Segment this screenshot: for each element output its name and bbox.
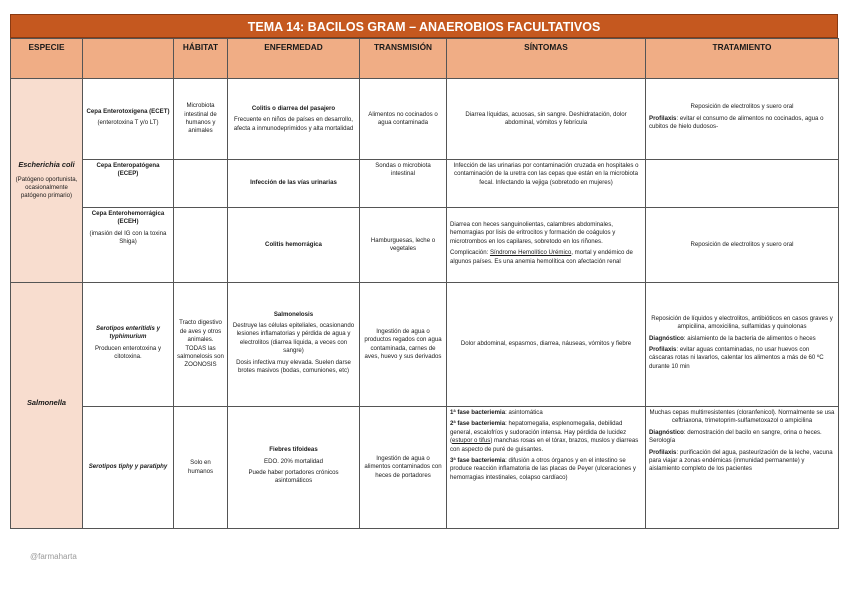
header-habitat: HÁBITAT [174,39,228,79]
prophylaxis-label: Profilaxis [649,448,677,456]
prophylaxis-line [649,346,835,371]
diagnosis-label: Diagnóstico [649,334,684,342]
symptoms-cell: Infección de las urinarias por contaminación cruzada en hospitales o contaminación de la uretra con las cepas que están en la microbiota fecal. Infectando la vejiga (sobretodo en mujeres) [447,160,646,208]
strain-etec [83,79,174,160]
strain-name: Cepa Enteropatógena (ECEP) [96,162,160,178]
page-title: TEMA 14: BACILOS GRAM – ANAEROBIOS FACULTATIVOS [10,14,838,38]
treatment-cell [646,79,839,160]
bacteria-table [10,38,839,529]
phase-2-underlined: estupor o tifus [452,437,491,445]
symptoms-cell: Diarrea líquidas, acuosas, sin sangre. Deshidratación, dolor abdominal, vómitos y febrícula [447,79,646,160]
treatment-cell [646,407,839,529]
strain-typhi [83,407,174,529]
transmission-cell: Sondas o microbiota intestinal [360,160,447,208]
disease-text: Destruye las células epiteliales, ocasionando lesiones inflamatorias y pérdida de agua y electrolitos (diarrea líquida, a veces con sangre) [232,321,355,355]
species-salmonella [11,283,83,529]
header-sintomas: SÍNTOMAS [447,39,646,79]
table-row [11,208,839,283]
phase-2-label: 2ª fase bacteriemia [450,420,506,428]
strain-sub: Producen enterotoxina y citotoxina. [94,344,162,360]
disease-text: EDO. 20% mortalidad [264,457,323,465]
phase-2-rest: ) manchas rosas en el tórax, brazos, muslos y diarreas con aspecto de puré de guisantes. [450,437,639,453]
diagnosis-label: Diagnóstico [649,428,684,436]
species-name: Escherichia coli [18,160,75,170]
habitat-cell: Tracto digestivo de aves y otros animales. TODAS las salmonelosis son ZOONOSIS [174,283,228,407]
symptoms-cell: Dolor abdominal, espasmos, diarrea, náuseas, vómitos y fiebre [447,283,646,407]
prophylaxis-text: : evitar aguas contaminadas, no usar huevos con cáscaras rotas ni lavarlos, calentar los alimentos a más de 60 ºC durante 10 min [649,346,824,370]
complication-syndrome: Síndrome Hemolítico Urémico [489,249,572,257]
author-watermark: @farmaharta [30,552,77,561]
header-enfermedad: ENFERMEDAD [228,39,360,79]
treatment-main: Muchas cepas multirresistentes (cloranfenicol). Normalmente se usa ceftriaxona, trimetoprim-sulfametoxazol o ampicilina [649,409,835,425]
prophylaxis-line [649,449,835,474]
disease-title: Colitis hemorrágica [265,240,322,248]
phase-3-label: 3ª fase bacteriemia [450,457,506,465]
strain-name: Serotipos enteritidis y typhimurium [96,324,160,341]
habitat-cell [174,208,228,283]
header-tratamiento: TRATAMIENTO [646,39,839,79]
header-blank [83,39,174,79]
symptoms-cell [447,407,646,529]
strain-name: Serotipos tiphy y paratiphy [88,463,168,471]
header-transmision: TRANSMISIÓN [360,39,447,79]
header-row [11,39,839,79]
summary-sheet [10,14,838,529]
disease-text: Dosis infectiva muy elevada. Suelen darse brotes masivos (bodas, comuniones, etc) [236,358,351,375]
diagnosis-text: : demostración del bacilo en sangre, orina o heces. Serología [649,428,822,445]
strain-enteritidis [83,283,174,407]
treatment-cell [646,160,839,208]
habitat-cell: Solo en humanos [174,407,228,529]
species-note: (Patógeno oportunista, ocasionalmente patógeno primario) [15,175,78,200]
species-ecoli [11,79,83,283]
diagnosis-line [649,429,835,446]
disease-title: Infección de las vías urinarias [250,179,337,187]
prophylaxis-line [649,115,835,132]
habitat-cell: Microbiota intestinal de humanos y animales [174,79,228,160]
strain-name: Cepa Enterotoxígena (ECET) [86,107,170,115]
prophylaxis-text: : evitar el consumo de alimentos no cocinados, agua o cubitos de hielo dudosos- [649,114,824,131]
disease-text: Frecuente en niños de países en desarrollo, afecta a inmunodeprimidos y alta mortalidad [233,116,354,132]
table-row [11,160,839,208]
table-row [11,79,839,160]
prophylaxis-text: : purificación del agua, pasteurización de la leche, vacuna para viajar a zonas endémicas (inmunidad permanente) y aislamiento completo de los pacientes [649,448,833,473]
symptoms-cell [447,208,646,283]
disease-text: Puede haber portadores crónicos asintomáticos [248,469,339,485]
transmission-cell: Alimentos no cocinados o agua contaminada [360,79,447,160]
complication-text [450,249,642,266]
treatment-cell [646,283,839,407]
table-row [11,407,839,529]
phase-2 [450,420,642,454]
symptoms-text: Diarrea con heces sanguinolientas, calambres abdominales, hemorragias por lisis de eritrocitos y formación de coágulos y microtrombos en los capilares, sobretodo en los riñones. [450,220,616,245]
disease-title: Salmonelosis [273,310,314,318]
strain-name: Cepa Enterohemorrágica (ECEH) [91,210,165,226]
treatment-main: Reposición de líquidos y electrolitos, antibióticos en casos graves y ampicilina, amoxicilina, sulfamidas y quinolonas [651,314,833,331]
disease-title: Colitis o diarrea del pasajero [251,104,336,112]
diagnosis-text: : aislamiento de la bacteria de alimentos o heces [683,334,816,342]
disease-cell [228,407,360,529]
prophylaxis-label: Profilaxis [649,346,677,353]
disease-cell [228,283,360,407]
strain-ehec [83,208,174,283]
species-name: Salmonella [26,397,67,407]
phase-1 [450,409,642,417]
strain-sub: (imasión del IG con la toxina Shiga) [89,229,167,246]
phase-3-text: : difusión a otros órganos y en el intestino se produce reacción inflamatoria de las placas de Peyer (ulceraciones y hemorragias intestinales, colapso cardíaco) [450,457,636,481]
phase-2-text: : hepatomegalia, esplenomegalia, debilidad general, escalofríos y sudoración intensa. Hay pérdida de lucidez ( [450,420,627,445]
phase-1-label: 1ª fase bacteriemia [450,409,506,416]
phase-3 [450,457,642,482]
strain-sub: (enterotoxina T y/o LT) [97,119,159,126]
disease-cell [228,160,360,208]
diagnosis-line [649,335,835,343]
header-especie: ESPECIE [11,39,83,79]
disease-title: Fiebres tifoideas [269,446,318,454]
treatment-cell: Reposición de electrolitos y suero oral [646,208,839,283]
transmission-cell: Ingestión de agua o alimentos contaminados con heces de portadores [360,407,447,529]
transmission-cell: Ingestión de agua o productos regados con agua contaminada, carnes de aves, huevo y sus derivados [360,283,447,407]
phase-1-text: : asintomática [505,409,543,416]
transmission-cell: Hamburguesas, leche o vegetales [360,208,447,283]
complication-rest: , mortal y endémico de algunos países. Es una anemia hemolítica con afectación renal [450,249,633,265]
strain-epec [83,160,174,208]
disease-cell [228,79,360,160]
table-row [11,283,839,407]
complication-label: Complicación: [450,249,490,257]
disease-cell [228,208,360,283]
treatment-main: Reposición de electrolitos y suero oral [690,103,794,111]
habitat-cell [174,160,228,208]
prophylaxis-label: Profilaxis [649,114,677,122]
